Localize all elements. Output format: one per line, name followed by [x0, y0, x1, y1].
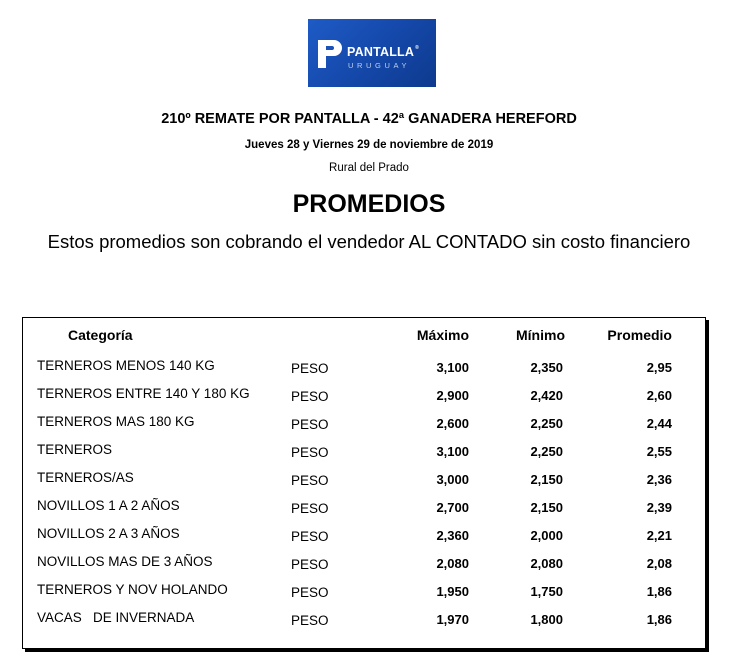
row-category: TERNEROS Y NOV HOLANDO	[37, 582, 228, 597]
row-category: TERNEROS	[37, 442, 113, 457]
row-avg: 2,60	[646, 388, 672, 403]
row-min: 2,150	[530, 500, 563, 515]
table-row	[23, 582, 705, 602]
row-max: 3,000	[436, 472, 469, 487]
row-avg: 2,55	[646, 444, 672, 459]
table-row	[23, 554, 705, 574]
row-avg: 2,44	[646, 416, 672, 431]
row-unit: PESO	[291, 361, 329, 376]
page-heading: PROMEDIOS	[292, 190, 446, 218]
row-avg: 1,86	[646, 612, 672, 627]
averages-table	[22, 317, 706, 649]
table-row	[23, 526, 705, 546]
row-category: TERNEROS MENOS 140 KG	[37, 358, 215, 373]
row-min: 2,420	[530, 388, 563, 403]
row-min: 2,150	[530, 472, 563, 487]
row-avg: 2,21	[646, 528, 672, 543]
table-row	[23, 442, 705, 462]
table-header-row	[23, 327, 705, 347]
row-category: VACAS DE INVERNADA	[37, 610, 195, 625]
row-unit: PESO	[291, 613, 329, 628]
row-min: 2,250	[530, 416, 563, 431]
row-min: 2,000	[530, 528, 563, 543]
row-max: 2,600	[436, 416, 469, 431]
row-unit: PESO	[291, 389, 329, 404]
column-header-category: Categoría	[68, 327, 133, 343]
row-unit: PESO	[291, 501, 329, 516]
row-unit: PESO	[291, 585, 329, 600]
row-category: TERNEROS ENTRE 140 Y 180 KG	[37, 386, 250, 401]
row-max: 2,900	[436, 388, 469, 403]
row-max: 1,950	[436, 584, 469, 599]
row-avg: 2,95	[646, 360, 672, 375]
row-category: NOVILLOS 1 A 2 AÑOS	[37, 498, 180, 513]
table-row	[23, 470, 705, 490]
row-max: 2,360	[436, 528, 469, 543]
row-min: 1,750	[530, 584, 563, 599]
page-subtitle: Estos promedios son cobrando el vendedor AL CONTADO sin costo financiero	[47, 231, 691, 252]
row-avg: 2,36	[646, 472, 672, 487]
logo-country-text: URUGUAY	[348, 61, 411, 70]
row-unit: PESO	[291, 557, 329, 572]
row-category: NOVILLOS 2 A 3 AÑOS	[37, 526, 180, 541]
row-category: TERNEROS MAS 180 KG	[37, 414, 195, 429]
row-unit: PESO	[291, 417, 329, 432]
auction-place: Rural del Prado	[329, 162, 409, 174]
row-avg: 2,08	[646, 556, 672, 571]
row-category: NOVILLOS MAS DE 3 AÑOS	[37, 554, 213, 569]
table-row	[23, 414, 705, 434]
row-unit: PESO	[291, 445, 329, 460]
row-max: 1,970	[436, 612, 469, 627]
logo-brand-text: PANTALLA®	[347, 45, 419, 59]
row-max: 3,100	[436, 360, 469, 375]
row-min: 1,800	[530, 612, 563, 627]
row-unit: PESO	[291, 529, 329, 544]
pantalla-p-icon	[316, 38, 346, 70]
row-max: 3,100	[436, 444, 469, 459]
table-row	[23, 498, 705, 518]
row-min: 2,250	[530, 444, 563, 459]
column-header-avg: Promedio	[607, 327, 672, 343]
row-avg: 2,39	[646, 500, 672, 515]
table-row	[23, 386, 705, 406]
row-max: 2,700	[436, 500, 469, 515]
row-max: 2,080	[436, 556, 469, 571]
row-category: TERNEROS/AS	[37, 470, 134, 485]
row-unit: PESO	[291, 473, 329, 488]
pantalla-uruguay-logo	[308, 19, 436, 87]
row-min: 2,080	[530, 556, 563, 571]
column-header-max: Máximo	[416, 327, 469, 343]
row-min: 2,350	[530, 360, 563, 375]
table-row	[23, 358, 705, 378]
auction-title: 210º REMATE POR PANTALLA - 42ª GANADERA HEREFORD	[161, 111, 577, 127]
auction-dates: Jueves 28 y Viernes 29 de noviembre de 2019	[244, 139, 494, 151]
table-row	[23, 610, 705, 630]
row-avg: 1,86	[646, 584, 672, 599]
column-header-min: Mínimo	[516, 327, 565, 343]
